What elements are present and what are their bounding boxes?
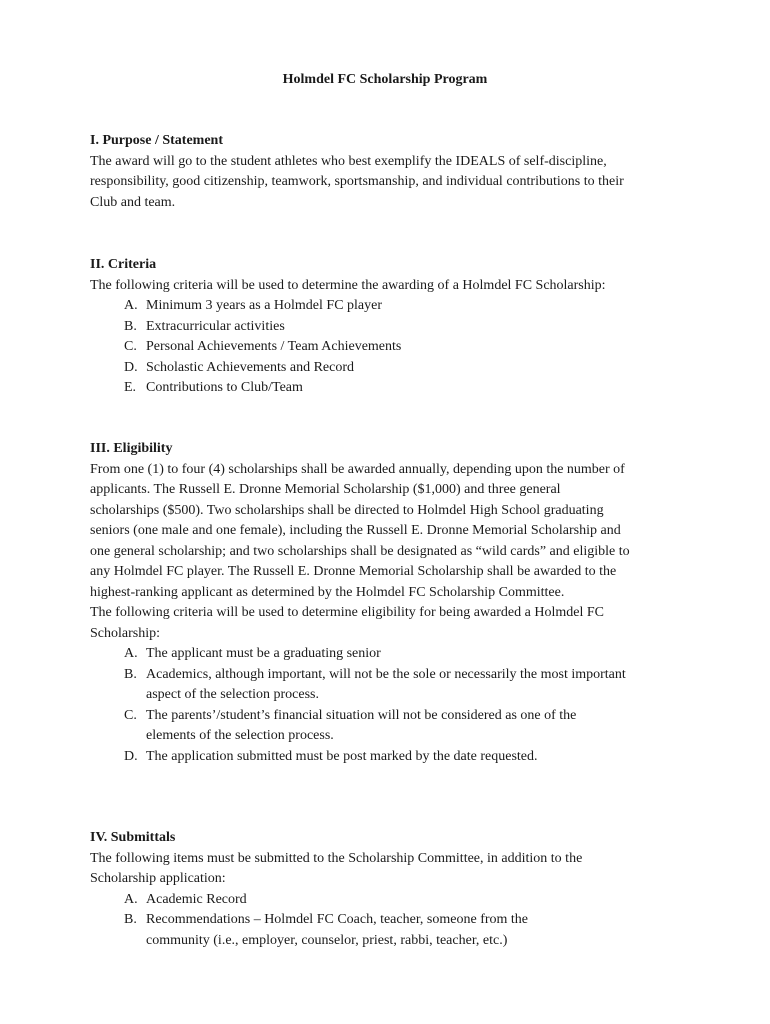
section-eligibility xyxy=(90,439,690,767)
list-item xyxy=(90,890,690,911)
text-line: The following items must be submitted to the Scholarship Committee, in addition to the xyxy=(90,850,583,866)
list-item-label: B. xyxy=(124,666,137,682)
list-item-text: community (i.e., employer, counselor, priest, rabbi, teacher, etc.) xyxy=(146,932,508,948)
section-heading: II. Criteria xyxy=(90,257,157,272)
list-item-text: Extracurricular activities xyxy=(146,318,285,334)
list-item-label: A. xyxy=(124,646,138,661)
list-item-text: Recommendations – Holmdel FC Coach, teacher, someone from the xyxy=(146,912,529,927)
list-item-label: A. xyxy=(124,298,138,313)
list-item xyxy=(90,910,690,951)
list-item xyxy=(90,378,690,399)
text-line: The following criteria will be used to determine the awarding of a Holmdel FC Scholarship: xyxy=(90,277,606,293)
section-paragraph xyxy=(90,849,690,890)
text-line: responsibility, good citizenship, teamwork, sportsmanship, and individual contributions to their xyxy=(90,174,624,189)
section-criteria xyxy=(90,255,690,399)
list-item-text: The parents’/student’s financial situation will not be considered as one of the xyxy=(146,707,577,723)
section-paragraph xyxy=(90,460,690,645)
text-line: scholarships ($500). Two scholarships shall be directed to Holmdel High School graduating xyxy=(90,502,604,518)
submittals-list xyxy=(90,890,690,952)
list-item-text: aspect of the selection process. xyxy=(146,687,319,702)
section-paragraph xyxy=(90,152,690,214)
text-line: highest-ranking applicant as determined by the Holmdel FC Scholarship Committee. xyxy=(90,584,565,600)
list-item xyxy=(90,644,690,665)
list-item-text: Academics, although important, will not be the sole or necessarily the most important xyxy=(146,666,626,682)
list-item-text: Academic Record xyxy=(146,891,247,907)
text-line: The following criteria will be used to determine eligibility for being awarded a Holmdel FC xyxy=(90,605,604,620)
section-paragraph xyxy=(90,276,690,297)
list-item-label: B. xyxy=(124,318,137,334)
text-line: Scholarship: xyxy=(90,625,160,641)
text-line: one general scholarship; and two scholarships shall be designated as “wild cards” and eligible to xyxy=(90,543,630,559)
list-item-text: The application submitted must be post marked by the date requested. xyxy=(146,748,538,764)
list-item-label: C. xyxy=(124,707,137,723)
list-item-text: elements of the selection process. xyxy=(146,728,334,743)
section-purpose xyxy=(90,131,690,213)
text-line: Club and team. xyxy=(90,194,176,210)
eligibility-list xyxy=(90,644,690,767)
list-item xyxy=(90,296,690,317)
list-item-text: Minimum 3 years as a Holmdel FC player xyxy=(146,298,383,313)
list-item-label: D. xyxy=(124,359,138,375)
list-item-text: Personal Achievements / Team Achievements xyxy=(146,339,402,354)
list-item xyxy=(90,317,690,338)
list-item xyxy=(90,358,690,379)
section-heading: I. Purpose / Statement xyxy=(90,133,223,148)
list-item xyxy=(90,337,690,358)
text-line: The award will go to the student athletes who best exemplify the IDEALS of self-discipline, xyxy=(90,153,607,169)
list-item-text: The applicant must be a graduating senior xyxy=(146,646,381,661)
text-line: seniors (one male and one female), including the Russell E. Dronne Memorial Scholarship and xyxy=(90,523,621,538)
list-item-text: Scholastic Achievements and Record xyxy=(146,359,354,375)
list-item-label: C. xyxy=(124,339,137,354)
criteria-list xyxy=(90,296,690,399)
list-item-label: A. xyxy=(124,891,138,907)
list-item xyxy=(90,706,690,747)
list-item-label: D. xyxy=(124,748,138,764)
section-submittals xyxy=(90,828,690,951)
list-item-label: E. xyxy=(124,380,137,395)
text-line: From one (1) to four (4) scholarships shall be awarded annually, depending upon the number of xyxy=(90,461,625,477)
list-item xyxy=(90,665,690,706)
text-line: any Holmdel FC player. The Russell E. Dronne Memorial Scholarship shall be awarded to the xyxy=(90,564,617,579)
list-item xyxy=(90,747,690,768)
section-heading: IV. Submittals xyxy=(90,830,176,845)
text-line: applicants. The Russell E. Dronne Memorial Scholarship ($1,000) and three general xyxy=(90,482,561,497)
list-item-text: Contributions to Club/Team xyxy=(146,380,303,395)
text-line: Scholarship application: xyxy=(90,871,226,886)
list-item-label: B. xyxy=(124,912,137,927)
section-heading: III. Eligibility xyxy=(90,441,173,456)
document-title: Holmdel FC Scholarship Program xyxy=(282,72,488,87)
